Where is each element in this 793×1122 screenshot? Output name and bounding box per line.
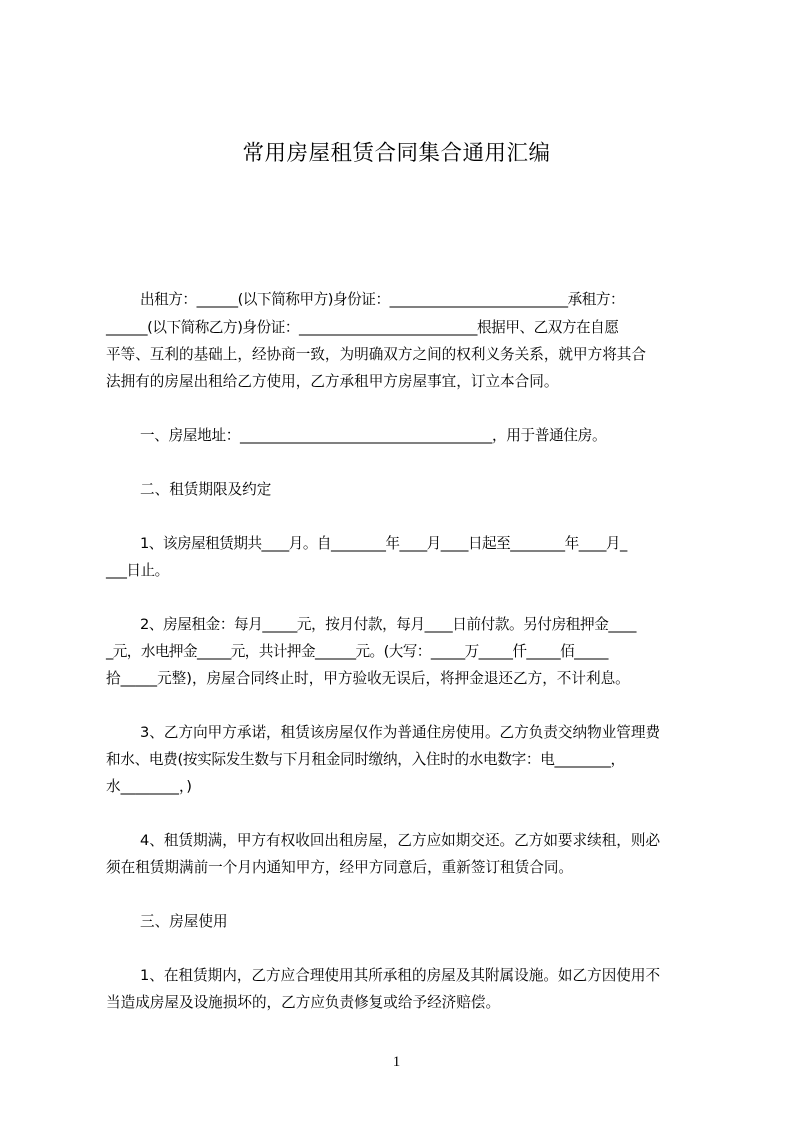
section-heading: 一、房屋地址：____________________________________，用于普通住房。 — [140, 427, 607, 444]
paragraph-line: 出租方：______(以下简称甲方)身份证：__________________________承租方： — [140, 291, 625, 308]
paragraph-line: _元，水电押金_____元，共计押金______元。(大写：_____万_____仟_____佰_____ — [106, 643, 608, 660]
paragraph-line: 水________，) — [106, 778, 192, 795]
paragraph-line: 1、该房屋租赁期共____月。自________年____月____日起至________年____月_ — [140, 535, 627, 552]
paragraph-line: 2、房屋租金：每月_____元，按月付款，每月____日前付款。另付房租押金____ — [140, 616, 636, 633]
paragraph-line: 法拥有的房屋出租给乙方使用，乙方承租甲方房屋事宜，订立本合同。 — [106, 373, 559, 390]
paragraph-line: 当造成房屋及设施损坏的，乙方应负责修复或给予经济赔偿。 — [106, 994, 501, 1011]
section-heading: 三、房屋使用 — [140, 913, 228, 930]
paragraph-line: ______(以下简称乙方)身份证：__________________________根据甲、乙双方在自愿 — [106, 319, 619, 336]
paragraph-line: 须在租赁期满前一个月内通知甲方，经甲方同意后，重新签订租赁合同。 — [106, 859, 574, 876]
paragraph-line: 4、租赁期满，甲方有权收回出租房屋，乙方应如期交还。乙方如要求续租，则必 — [140, 832, 661, 849]
page-number: 1 — [392, 1054, 401, 1070]
paragraph-line: 拾_____元整)，房屋合同终止时，甲方验收无误后，将押金退还乙方，不计利息。 — [106, 670, 630, 687]
paragraph-line: 平等、互利的基础上，经协商一致，为明确双方之间的权利义务关系，就甲方将其合 — [106, 346, 646, 363]
paragraph-line: 和水、电费(按实际发生数与下月租金同时缴纳，入住时的水电数字：电________， — [106, 751, 625, 768]
paragraph-line: ___日止。 — [106, 562, 169, 579]
paragraph-line: 3、乙方向甲方承诺，租赁该房屋仅作为普通住房使用。乙方负责交纳物业管理费 — [140, 724, 661, 741]
paragraph-line: 1、在租赁期内，乙方应合理使用其所承租的房屋及其附属设施。如乙方因使用不 — [140, 967, 661, 984]
document-title: 常用房屋租赁合同集合通用汇编 — [242, 141, 551, 166]
section-heading: 二、租赁期限及约定 — [140, 481, 272, 498]
